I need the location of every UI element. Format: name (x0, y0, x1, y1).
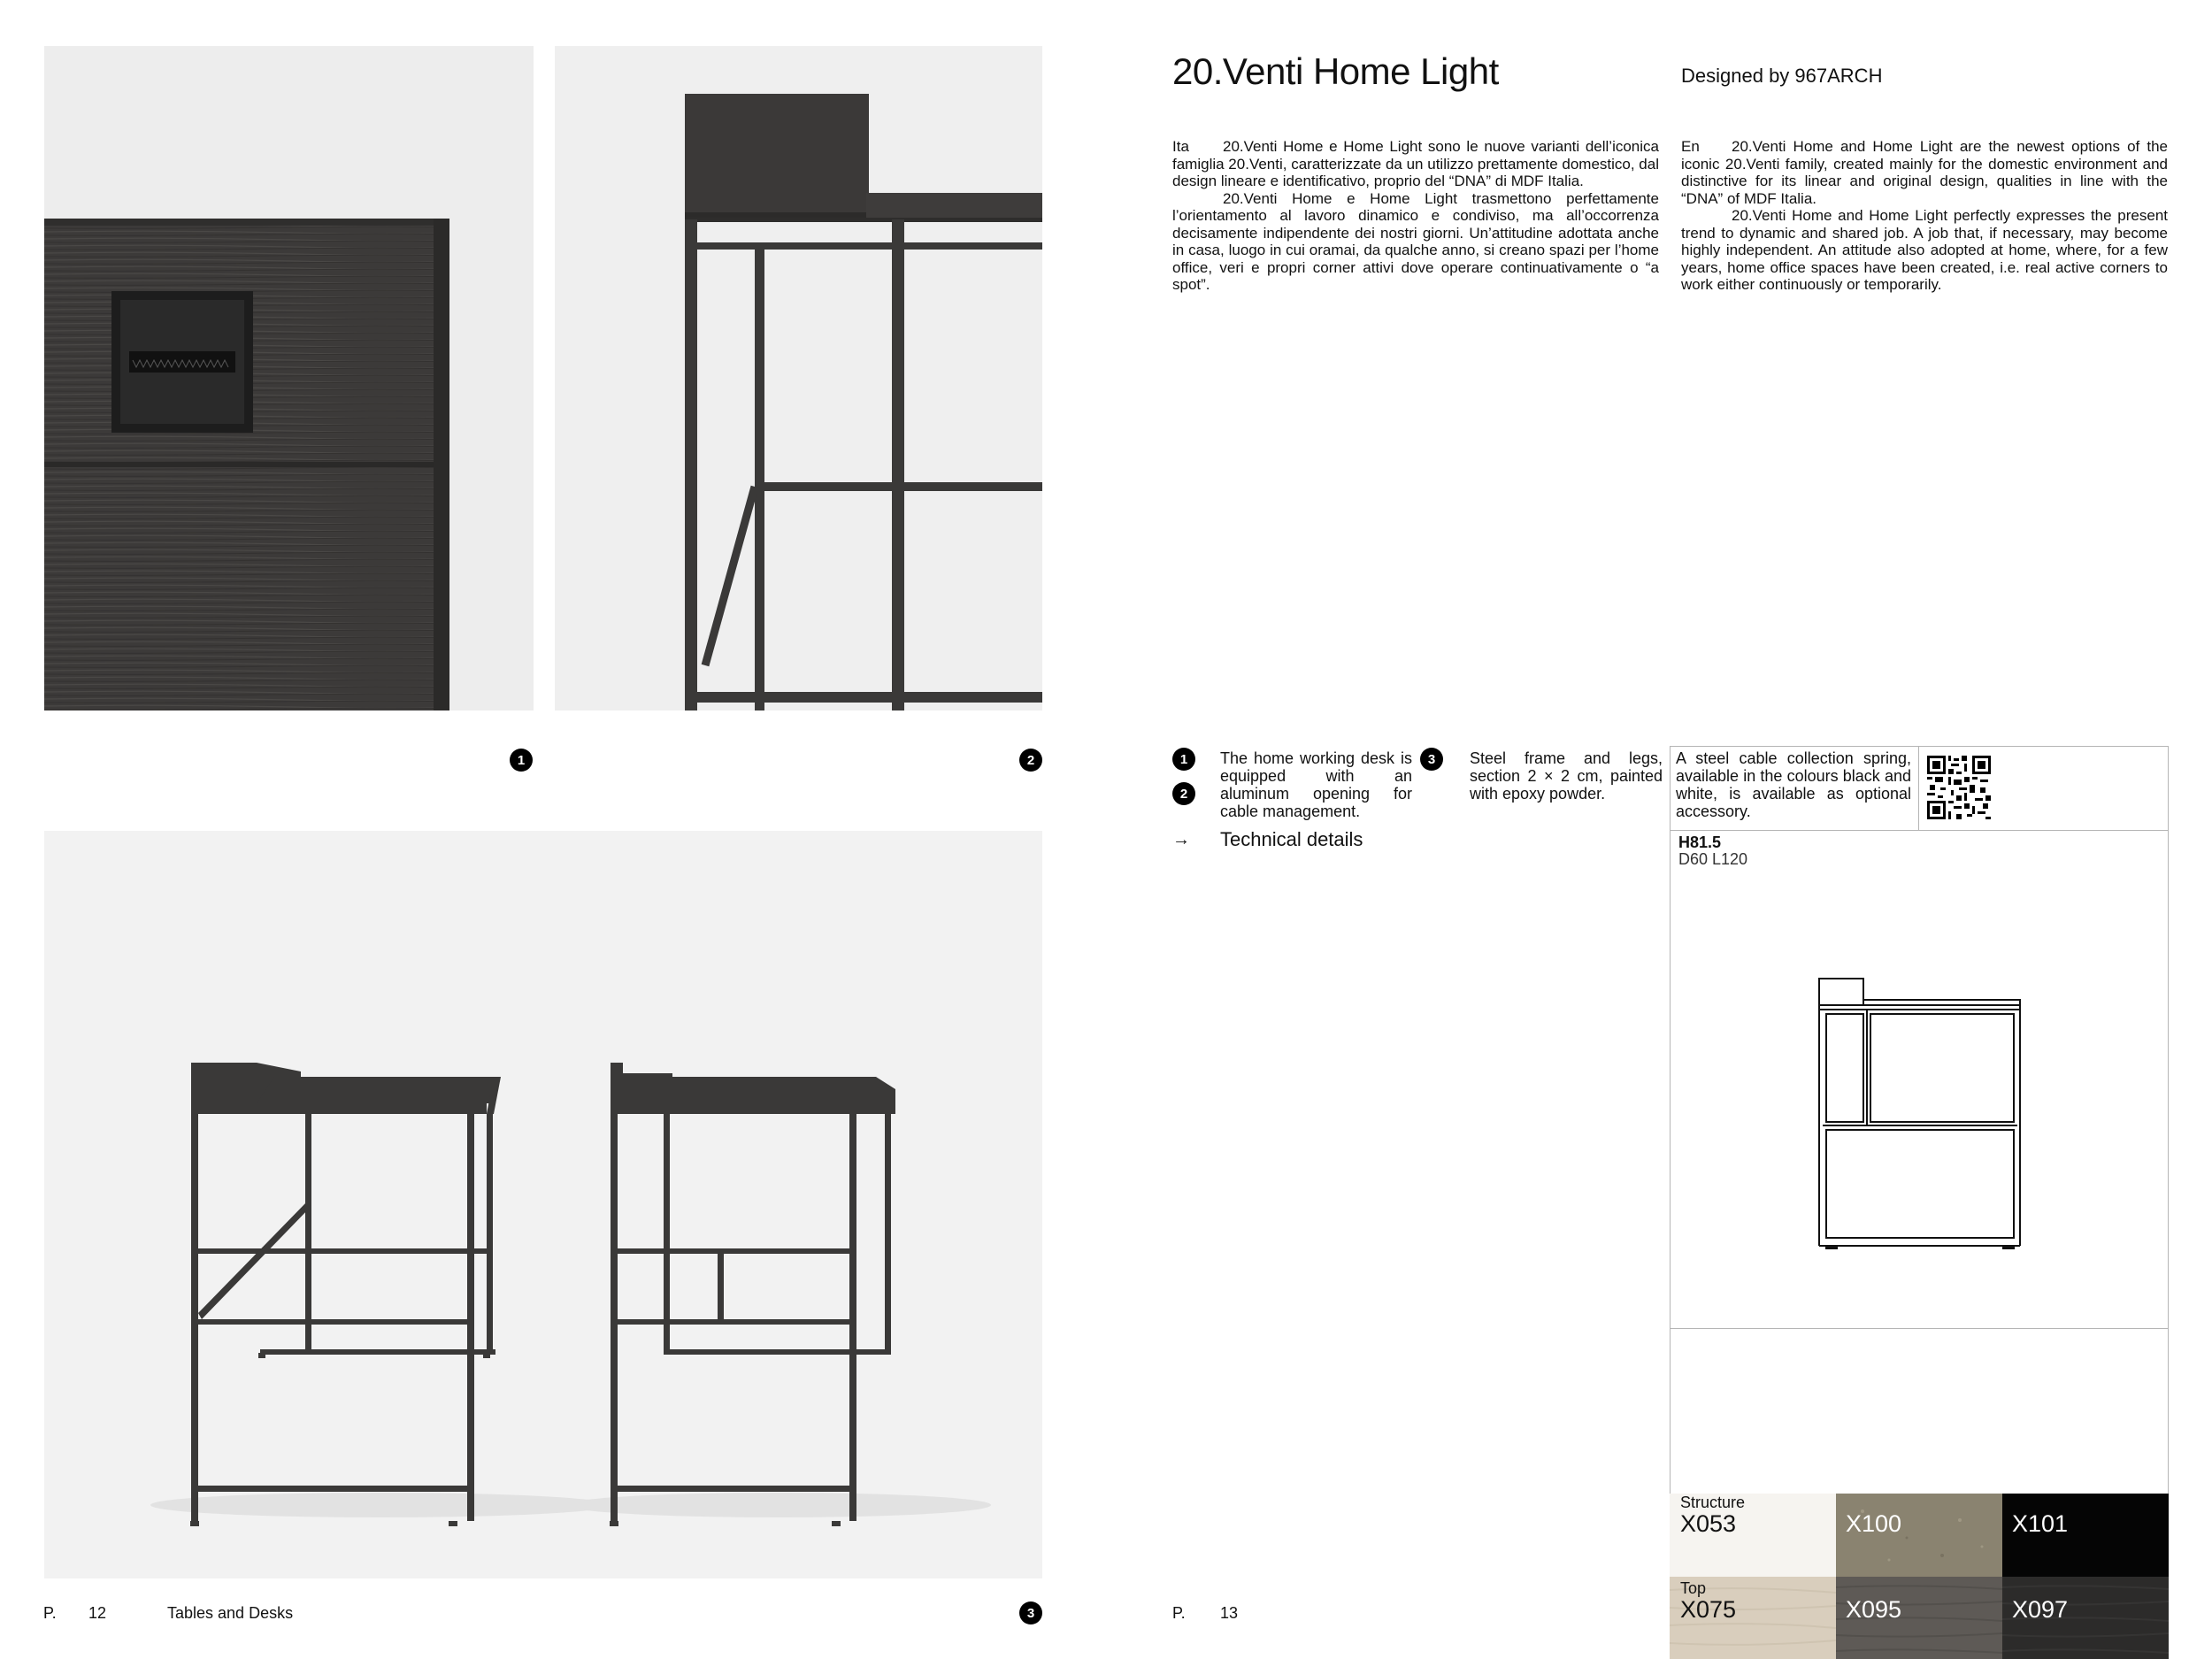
description-italian (1172, 138, 1659, 294)
caption-steel-frame: Steel frame and legs, section 2 × 2 cm, painted with epoxy powder. (1470, 749, 1663, 803)
desk-front-drawing (1814, 973, 2026, 1252)
it-paragraph-2: 20.Venti Home e Home Light trasmettono perfettamente l’orientamento al lavoro dinamico e condiviso, ma all’occorrenza decisamente indipendente dei nostri giorni. Un’attitudine adottata anche in casa, luogo in cui oramai, da qualche anno, si creano spazi per l’home office, veri e propri corner attivi dove operare continuativamente o “a spot”. (1172, 189, 1659, 293)
page-number-left: 12 (88, 1604, 107, 1622)
page-number-right: 13 (1220, 1604, 1239, 1622)
page-prefix-left: P. (43, 1604, 57, 1622)
caption-cable-opening: The home working desk is equipped with an aluminum opening for cable management. (1220, 749, 1412, 820)
arrow-icon: → (1172, 830, 1190, 849)
swatch-code-x053: X053 (1680, 1510, 1737, 1537)
structure-label: Structure (1680, 1494, 1746, 1511)
swatch-code-x101: X101 (2012, 1510, 2069, 1537)
dimension-height: H81.5 (1678, 833, 1722, 851)
dimension-depth-length: D60 L120 (1678, 850, 1748, 868)
description-english (1681, 138, 2168, 294)
product-title: 20.Venti Home Light (1172, 50, 1499, 92)
photo-desks (44, 831, 1042, 1578)
swatch-code-x100: X100 (1846, 1510, 1902, 1537)
en-paragraph-2: 20.Venti Home and Home Light perfectly expresses the present trend to dynamic and shared job. A job that, if necessary, may become highly independent. An attitude also adopted at home, where, for a few years, home office spaces have been created, i.e. real active corners to work either continuously or temporarily. (1681, 207, 2168, 293)
caption-marker-3: 3 (1420, 748, 1443, 771)
qr-code-icon[interactable] (1927, 756, 1991, 819)
photo-frame-corner (555, 46, 1042, 710)
marker-3-photo: 3 (1019, 1601, 1042, 1624)
accessory-divider (1918, 746, 1919, 831)
swatch-code-x095: X095 (1846, 1596, 1902, 1623)
page-prefix-right: P. (1172, 1604, 1186, 1622)
it-paragraph-1: 20.Venti Home e Home Light sono le nuove varianti dell’iconica famiglia 20.Venti, caratterizzate da un utilizzo prettamente domestico, dal design lineare e identificativo, proprio del “DNA” di MDF Italia. (1172, 138, 1659, 189)
caption-marker-1: 1 (1172, 748, 1195, 771)
photo-cable-opening (44, 46, 534, 710)
technical-details-link[interactable]: Technical details (1220, 828, 1363, 850)
swatch-code-x075: X075 (1680, 1596, 1737, 1623)
marker-2: 2 (1019, 749, 1042, 772)
lang-label-en: En (1681, 138, 1700, 155)
designer-credit: Designed by 967ARCH (1681, 65, 1883, 87)
top-label: Top (1680, 1579, 1707, 1597)
accessory-note: A steel cable collection spring, available in the colours black and white, is available as optional accessory. (1676, 749, 1911, 820)
caption-marker-2: 2 (1172, 782, 1195, 805)
en-paragraph-1: 20.Venti Home and Home Light are the newest options of the iconic 20.Venti family, created mainly for the domestic environment and distinctive for its linear and original design, qualities in line with the “DNA” of MDF Italia. (1681, 138, 2168, 207)
marker-1: 1 (510, 749, 533, 772)
blank-box (1670, 1328, 2169, 1494)
section-title: Tables and Desks (167, 1604, 294, 1622)
lang-label-it: Ita (1172, 138, 1189, 155)
swatch-code-x097: X097 (2012, 1596, 2069, 1623)
